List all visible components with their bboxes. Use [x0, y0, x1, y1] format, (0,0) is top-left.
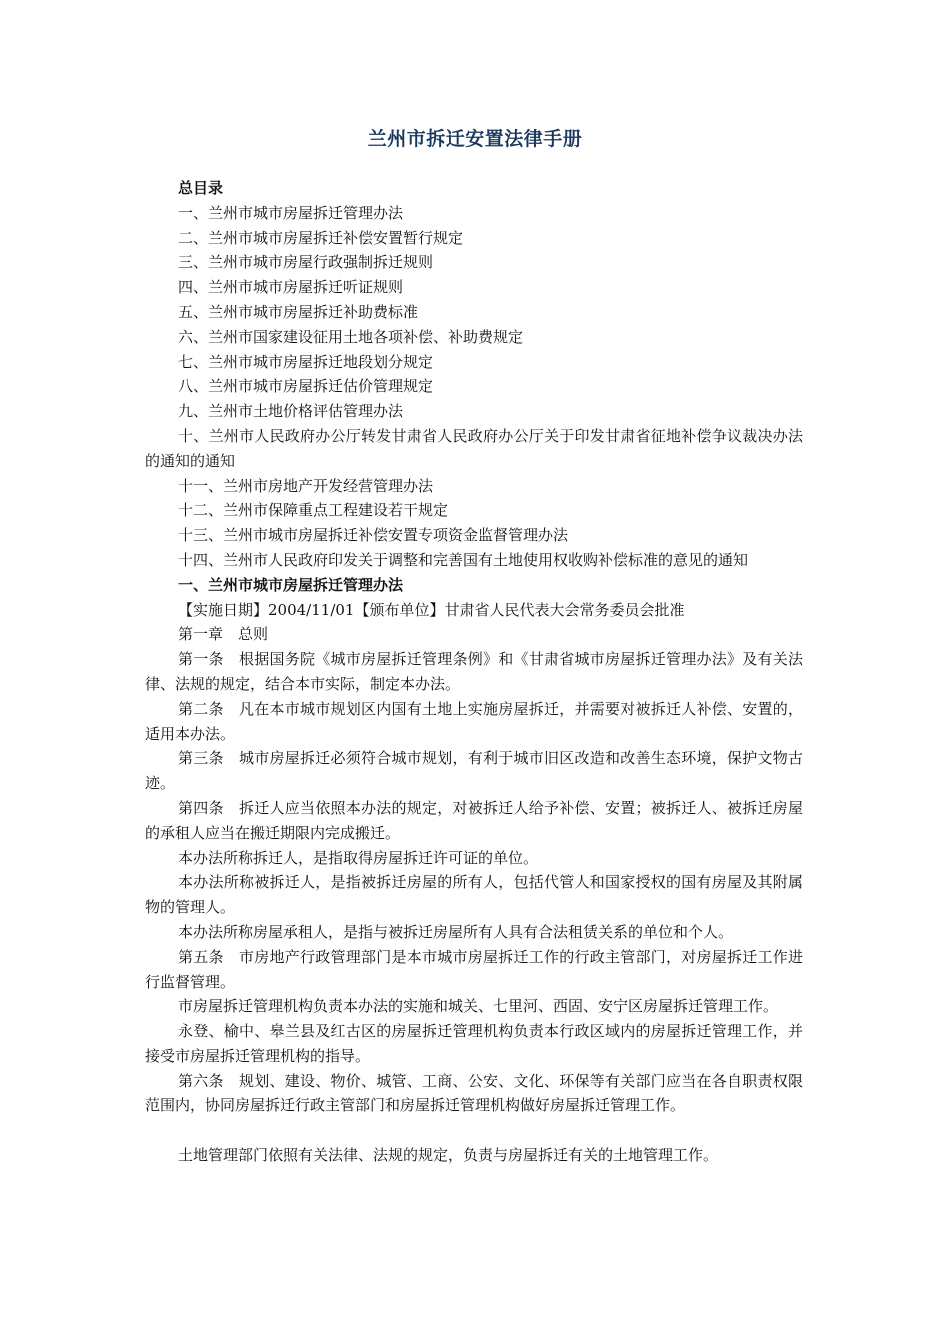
toc-item: 一、兰州市城市房屋拆迁管理办法	[178, 203, 404, 222]
paragraph: 本办法所称拆迁人，是指取得房屋拆迁许可证的单位。	[178, 848, 539, 867]
toc-item: 八、兰州市城市房屋拆迁估价管理规定	[178, 377, 434, 396]
table-of-contents	[145, 201, 803, 573]
toc-item: 十一、兰州市房地产开发经营管理办法	[178, 476, 434, 495]
toc-item: 二、兰州市城市房屋拆迁补偿安置暂行规定	[178, 228, 464, 247]
section-meta: 【实施日期】2004/11/01【颁布单位】甘肃省人民代表大会常务委员会批准	[178, 600, 685, 619]
toc-item: 五、兰州市城市房屋拆迁补助费标准	[178, 302, 419, 321]
toc-item: 四、兰州市城市房屋拆迁听证规则	[178, 278, 404, 297]
toc-item: 十二、兰州市保障重点工程建设若干规定	[178, 501, 449, 520]
toc-item: 七、兰州市城市房屋拆迁地段划分规定	[178, 352, 434, 371]
toc-item: 三、兰州市城市房屋行政强制拆迁规则	[178, 253, 434, 272]
paragraph: 土地管理部门依照有关法律、法规的规定，负责与房屋拆迁有关的土地管理工作。	[178, 1146, 719, 1165]
paragraph: 永登、榆中、皋兰县及红古区的房屋拆迁管理机构负责本行政区域内的房屋拆迁管理工作，并接受市房屋拆迁管理机构的指导。	[145, 1022, 803, 1065]
toc-item: 九、兰州市土地价格评估管理办法	[178, 402, 404, 421]
paragraph: 第一条 根据国务院《城市房屋拆迁管理条例》和《甘肃省城市房屋拆迁管理办法》及有关法律、法规的规定，结合本市实际，制定本办法。	[145, 650, 803, 693]
paragraph: 第三条 城市房屋拆迁必须符合城市规划，有利于城市旧区改造和改善生态环境，保护文物古迹。	[145, 749, 803, 793]
section-heading: 一、兰州市城市房屋拆迁管理办法	[178, 575, 404, 594]
paragraph: 第二条 凡在本市城市规划区内国有土地上实施房屋拆迁，并需要对被拆迁人补偿、安置的，适用本办法。	[145, 699, 803, 743]
toc-item: 十四、兰州市人民政府印发关于调整和完善国有土地使用权收购补偿标准的意见的通知	[178, 550, 749, 569]
paragraph: 第五条 市房地产行政管理部门是本市城市房屋拆迁工作的行政主管部门，对房屋拆迁工作进行监督管理。	[145, 947, 803, 991]
paragraph: 本办法所称被拆迁人，是指被拆迁房屋的所有人，包括代管人和国家授权的国有房屋及其附属物的管理人。	[145, 873, 803, 917]
toc-item: 十、兰州市人民政府办公厅转发甘肃省人民政府办公厅关于印发甘肃省征地补偿争议裁决办法的通知的通知	[145, 426, 803, 470]
paragraph: 第六条 规划、建设、物价、城管、工商、公安、文化、环保等有关部门应当在各自职责权限范围内，协同房屋拆迁行政主管部门和房屋拆迁管理机构做好房屋拆迁管理工作。	[145, 1071, 803, 1115]
blank-line	[145, 1118, 803, 1143]
toc-heading: 总目录	[178, 179, 224, 197]
paragraph: 第一章 总则	[178, 625, 269, 644]
paragraph: 本办法所称房屋承租人，是指与被拆迁房屋所有人具有合法租赁关系的单位和个人。	[178, 922, 734, 941]
document-body	[145, 176, 803, 1168]
toc-item: 六、兰州市国家建设征用土地各项补偿、补助费规定	[178, 327, 524, 346]
document-title: 兰州市拆迁安置法律手册	[367, 128, 583, 150]
section-body	[145, 622, 803, 1168]
toc-item: 十三、兰州市城市房屋拆迁补偿安置专项资金监督管理办法	[178, 526, 569, 545]
paragraph: 第四条 拆迁人应当依照本办法的规定，对被拆迁人给予补偿、安置；被拆迁人、被拆迁房屋的承租人应当在搬迁期限内完成搬迁。	[145, 798, 803, 842]
paragraph: 市房屋拆迁管理机构负责本办法的实施和城关、七里河、西固、安宁区房屋拆迁管理工作。	[178, 997, 779, 1016]
